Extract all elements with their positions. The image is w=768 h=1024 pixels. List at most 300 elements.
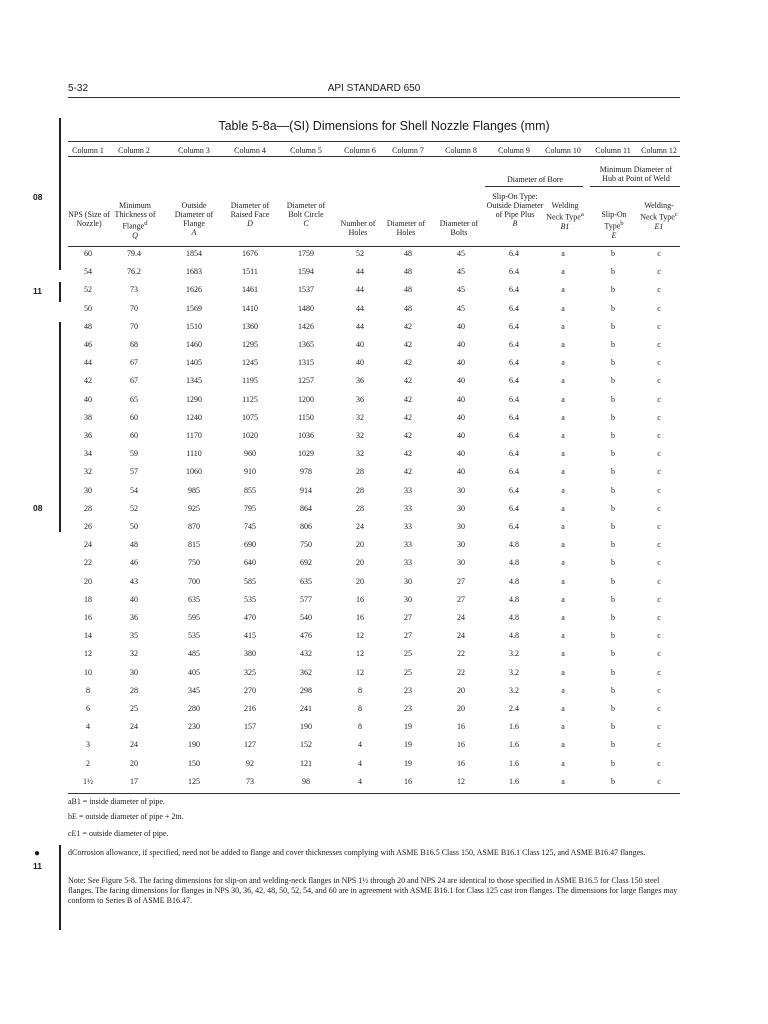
table-cell: 6.4 [509, 358, 519, 368]
table-cell: 30 [457, 522, 465, 531]
table-cell: 24 [130, 722, 138, 732]
table-cell: 17 [130, 776, 138, 786]
column-header: Column 9 [498, 146, 530, 155]
table-cell: 40 [457, 467, 465, 477]
table-cell: c [657, 249, 661, 258]
table-cell: a [561, 249, 565, 258]
table-cell: a [561, 740, 565, 750]
table-cell: 1125 [242, 394, 258, 404]
table-cell: 23 [404, 685, 412, 695]
table-cell: c [657, 540, 661, 550]
table-cell: a [561, 649, 565, 659]
table-cell: 20 [356, 558, 364, 568]
table-cell: 6.4 [509, 503, 519, 513]
table-cell: 32 [356, 412, 364, 422]
table-cell: b [611, 249, 615, 258]
table-cell: 22 [457, 667, 465, 677]
table-cell: 700 [188, 576, 200, 586]
table-cell: 20 [457, 685, 465, 695]
table-cell: b [611, 467, 615, 477]
margin-label: 11 [33, 286, 42, 296]
table-cell: 864 [300, 503, 312, 513]
table-cell: 1.6 [509, 776, 519, 786]
table-cell: 22 [84, 558, 92, 568]
table-cell: 52 [84, 285, 92, 295]
table-cell: 1½ [83, 776, 93, 786]
table-cell: 50 [130, 522, 138, 531]
column-header: Column 8 [445, 146, 477, 155]
footnote-c: cE1 = outside diameter of pipe. [68, 829, 169, 838]
table-cell: a [561, 758, 565, 768]
table-cell: 1405 [186, 358, 202, 368]
table-cell: 1029 [298, 449, 314, 459]
table-cell: c [657, 558, 661, 568]
table-cell: b [611, 704, 615, 713]
table-row [0, 247, 768, 261]
table-cell: 157 [244, 722, 256, 732]
table-cell: 73 [246, 776, 254, 786]
table-cell: b [611, 576, 615, 586]
table-cell: 595 [188, 613, 200, 622]
table-cell: 30 [130, 667, 138, 677]
table-cell: 362 [300, 667, 312, 677]
table-row [0, 411, 768, 425]
table-cell: 1759 [298, 249, 314, 258]
table-cell: 1537 [298, 285, 314, 295]
table-cell: 12 [457, 776, 465, 786]
table-cell: 40 [356, 340, 364, 349]
table-cell: 16 [457, 758, 465, 768]
table-cell: 960 [244, 449, 256, 459]
table-cell: 10 [84, 667, 92, 677]
table-cell: 27 [457, 594, 465, 604]
table-cell: 3 [86, 740, 90, 750]
table-cell: a [561, 467, 565, 477]
table-row [0, 666, 768, 680]
column-header: Column 1 [72, 146, 104, 155]
subheader-diameter-holes: Diameter of Holes [386, 219, 426, 237]
table-cell: 190 [188, 740, 200, 750]
table-cell: 44 [356, 267, 364, 277]
table-cell: a [561, 522, 565, 531]
table-cell: 6 [86, 704, 90, 713]
table-row [0, 465, 768, 479]
table-cell: c [657, 376, 661, 386]
table-cell: a [561, 485, 565, 495]
table-cell: 4.8 [509, 558, 519, 568]
table-cell: 48 [84, 321, 92, 331]
page-number: 5-32 [68, 83, 89, 94]
table-cell: 60 [130, 431, 138, 440]
column-header: Column 5 [290, 146, 322, 155]
table-cell: 33 [404, 503, 412, 513]
table-cell: c [657, 704, 661, 713]
table-cell: 1410 [242, 303, 258, 313]
table-cell: 4 [358, 758, 362, 768]
table-cell: b [611, 758, 615, 768]
table-cell: 79.4 [127, 249, 141, 258]
table-cell: 1.6 [509, 722, 519, 732]
table-cell: 32 [356, 431, 364, 440]
table-cell: 36 [84, 431, 92, 440]
table-cell: 33 [404, 540, 412, 550]
table-cell: c [657, 358, 661, 368]
table-cell: 30 [457, 485, 465, 495]
table-cell: 40 [457, 394, 465, 404]
table-cell: 1.6 [509, 758, 519, 768]
table-cell: 6.4 [509, 267, 519, 277]
bore-group-header: Diameter of Bore [507, 175, 563, 184]
table-row [0, 684, 768, 698]
table-cell: 8 [86, 685, 90, 695]
table-cell: 540 [300, 613, 312, 622]
margin-label: 08 [33, 503, 43, 513]
margin-label: 08 [33, 192, 43, 202]
table-cell: c [657, 267, 661, 277]
table-row [0, 593, 768, 607]
table-cell: 692 [300, 558, 312, 568]
table-cell: 815 [188, 540, 200, 550]
table-cell: 6.4 [509, 340, 519, 349]
table-row [0, 611, 768, 625]
table-cell: 914 [300, 485, 312, 495]
table-cell: 24 [457, 613, 465, 622]
subheader-diameter-bolts: Diameter of Bolts [439, 219, 479, 237]
table-cell: 28 [84, 503, 92, 513]
table-cell: a [561, 722, 565, 732]
table-cell: a [561, 594, 565, 604]
table-cell: 16 [356, 613, 364, 622]
table-cell: 33 [404, 485, 412, 495]
table-cell: b [611, 740, 615, 750]
table-cell: c [657, 340, 661, 349]
table-cell: 12 [356, 631, 364, 641]
table-cell: c [657, 576, 661, 586]
table-cell: 125 [188, 776, 200, 786]
table-cell: 4 [358, 776, 362, 786]
subheader-thickness: Minimum Thickness of Flange$^d$ Q [114, 201, 156, 240]
table-cell: 20 [457, 704, 465, 713]
table-cell: c [657, 394, 661, 404]
table-row [0, 302, 768, 316]
table-cell: 2 [86, 758, 90, 768]
table-cell: 40 [84, 394, 92, 404]
table-cell: 1569 [186, 303, 202, 313]
table-cell: 127 [244, 740, 256, 750]
table-cell: 40 [457, 431, 465, 440]
table-cell: 30 [457, 540, 465, 550]
table-cell: 1426 [298, 321, 314, 331]
table-cell: b [611, 285, 615, 295]
table-cell: 32 [356, 449, 364, 459]
table-row [0, 556, 768, 570]
column-header: Column 2 [118, 146, 150, 155]
table-cell: 40 [457, 449, 465, 459]
table-row [0, 775, 768, 789]
table-cell: 1480 [298, 303, 314, 313]
table-cell: 8 [358, 685, 362, 695]
table-cell: 1036 [298, 431, 314, 440]
margin-label: 11 [33, 861, 42, 871]
table-cell: c [657, 776, 661, 786]
table-cell: 241 [300, 704, 312, 713]
table-cell: b [611, 503, 615, 513]
table-cell: 54 [130, 485, 138, 495]
table-row [0, 356, 768, 370]
subheader-slip-on-bore: Slip-On Type: Outside Diameter of Pipe Plus B [486, 192, 544, 228]
table-cell: 1110 [186, 449, 202, 459]
table-cell: 1676 [242, 249, 258, 258]
table-cell: 470 [244, 613, 256, 622]
table-cell: 535 [244, 594, 256, 604]
table-cell: 26 [84, 522, 92, 531]
footnote-a: aB1 = inside diameter of pipe. [68, 797, 165, 806]
table-cell: 745 [244, 522, 256, 531]
table-cell: 59 [130, 449, 138, 459]
table-note: Note: See Figure 5-8. The facing dimensions for slip-on and welding-neck flanges in NPS 1½ through 20 and NPS 24 are identical to those specified in ASME B16.5 for Class 150 steel flanges. The facing dimensions for flanges in NPS 30, 36, 42, 48, 50, 52, 54, and 60 are in agreement with ASME B16.1 for Class 125 cast iron flanges. The dimensions for large flanges may conform to Series B of ASME B16.47. [68, 876, 678, 905]
table-cell: 6.4 [509, 249, 519, 258]
table-row [0, 374, 768, 388]
table-cell: 42 [404, 376, 412, 386]
table-cell: 12 [356, 649, 364, 659]
table-cell: 216 [244, 704, 256, 713]
table-cell: 1020 [242, 431, 258, 440]
table-cell: 6.4 [509, 285, 519, 295]
table-cell: 44 [84, 358, 92, 368]
table-cell: c [657, 522, 661, 531]
table-cell: 40 [457, 321, 465, 331]
table-cell: 32 [84, 467, 92, 477]
table-cell: 6.4 [509, 376, 519, 386]
table-cell: c [657, 667, 661, 677]
table-cell: 36 [356, 376, 364, 386]
table-cell: b [611, 631, 615, 641]
table-cell: 3.2 [509, 667, 519, 677]
table-cell: 230 [188, 722, 200, 732]
table-cell: c [657, 467, 661, 477]
table-cell: b [611, 776, 615, 786]
table-cell: 30 [457, 503, 465, 513]
table-cell: 70 [130, 303, 138, 313]
table-cell: b [611, 321, 615, 331]
table-cell: 20 [130, 758, 138, 768]
table-cell: 20 [84, 576, 92, 586]
table-cell: 22 [457, 649, 465, 659]
table-cell: 795 [244, 503, 256, 513]
table-cell: c [657, 649, 661, 659]
table-row [0, 320, 768, 334]
subheader-welding-neck-bore: Welding Neck Type$^a$ B1 [546, 201, 584, 231]
table-cell: 1200 [298, 394, 314, 404]
table-cell: 910 [244, 467, 256, 477]
table-row [0, 338, 768, 352]
table-cell: a [561, 576, 565, 586]
table-cell: 27 [404, 631, 412, 641]
table-cell: 20 [356, 576, 364, 586]
table-cell: 3.2 [509, 685, 519, 695]
table-cell: 23 [404, 704, 412, 713]
table-cell: 978 [300, 467, 312, 477]
table-cell: 1295 [242, 340, 258, 349]
running-header [68, 83, 680, 98]
table-cell: 1360 [242, 321, 258, 331]
table-row [0, 283, 768, 297]
table-cell: 28 [356, 503, 364, 513]
table-cell: a [561, 503, 565, 513]
table-cell: b [611, 558, 615, 568]
table-cell: 6.4 [509, 394, 519, 404]
column-header: Column 6 [344, 146, 376, 155]
table-cell: 6.4 [509, 303, 519, 313]
table-cell: 30 [404, 576, 412, 586]
table-cell: a [561, 394, 565, 404]
table-cell: b [611, 394, 615, 404]
table-cell: 40 [457, 340, 465, 349]
table-cell: 50 [84, 303, 92, 313]
table-row [0, 702, 768, 716]
table-cell: 485 [188, 649, 200, 659]
table-cell: 432 [300, 649, 312, 659]
table-cell: 25 [404, 667, 412, 677]
table-cell: b [611, 522, 615, 531]
table-cell: 20 [356, 540, 364, 550]
table-cell: b [611, 485, 615, 495]
table-cell: 40 [356, 358, 364, 368]
table-cell: b [611, 358, 615, 368]
table-cell: 42 [404, 394, 412, 404]
table-cell: 45 [457, 249, 465, 258]
table-row [0, 429, 768, 443]
table-cell: a [561, 285, 565, 295]
subheader-welding-neck-hub: Welding-Neck Type$^c$ E1 [640, 201, 678, 231]
table-cell: 345 [188, 685, 200, 695]
table-cell: 298 [300, 685, 312, 695]
table-cell: 43 [130, 576, 138, 586]
table-cell: 45 [457, 267, 465, 277]
table-row [0, 738, 768, 752]
change-bar [59, 845, 61, 930]
table-cell: 48 [130, 540, 138, 550]
table-cell: c [657, 685, 661, 695]
table-cell: 30 [84, 485, 92, 495]
subheader-raised-face: Diameter of Raised Face D [230, 201, 270, 228]
table-cell: 28 [356, 467, 364, 477]
table-row [0, 757, 768, 771]
table-cell: a [561, 667, 565, 677]
table-cell: 44 [356, 321, 364, 331]
table-cell: 577 [300, 594, 312, 604]
table-cell: 6.4 [509, 321, 519, 331]
table-cell: 635 [300, 576, 312, 586]
table-cell: 4.8 [509, 540, 519, 550]
table-cell: 16 [356, 594, 364, 604]
table-cell: 1594 [298, 267, 314, 277]
table-cell: 635 [188, 594, 200, 604]
table-cell: 60 [84, 249, 92, 258]
table-cell: 32 [130, 649, 138, 659]
table-cell: 28 [130, 685, 138, 695]
table-cell: 24 [457, 631, 465, 641]
table-cell: 40 [457, 358, 465, 368]
table-cell: 8 [358, 704, 362, 713]
table-cell: 34 [84, 449, 92, 459]
table-cell: 1290 [186, 394, 202, 404]
table-cell: 42 [404, 340, 412, 349]
table-cell: 48 [404, 303, 412, 313]
table-cell: 1854 [186, 249, 202, 258]
footnote-b: bE = outside diameter of pipe + 2tn. [68, 812, 184, 821]
table-cell: a [561, 776, 565, 786]
table-cell: 4.8 [509, 594, 519, 604]
column-header-rule [68, 156, 680, 157]
table-cell: a [561, 449, 565, 459]
column-header: Column 3 [178, 146, 210, 155]
table-cell: b [611, 431, 615, 440]
table-cell: 65 [130, 394, 138, 404]
table-row [0, 393, 768, 407]
table-cell: 42 [84, 376, 92, 386]
table-cell: 52 [130, 503, 138, 513]
table-cell: 45 [457, 303, 465, 313]
table-cell: c [657, 449, 661, 459]
hub-group-header: Minimum Diameter of Hub at Point of Weld [599, 165, 673, 183]
table-cell: 1626 [186, 285, 202, 295]
table-cell: 1510 [186, 321, 202, 331]
table-cell: a [561, 340, 565, 349]
table-cell: c [657, 594, 661, 604]
table-top-rule [68, 141, 680, 142]
table-cell: 325 [244, 667, 256, 677]
table-cell: 18 [84, 594, 92, 604]
table-cell: 405 [188, 667, 200, 677]
table-cell: 6.4 [509, 412, 519, 422]
hub-group-rule [590, 186, 680, 187]
table-cell: 4.8 [509, 576, 519, 586]
table-cell: c [657, 303, 661, 313]
bullet-icon: ● [34, 848, 41, 859]
table-cell: 12 [84, 649, 92, 659]
table-cell: 1060 [186, 467, 202, 477]
table-cell: c [657, 431, 661, 440]
table-cell: 16 [84, 613, 92, 622]
table-cell: 67 [130, 376, 138, 386]
table-cell: 270 [244, 685, 256, 695]
table-row [0, 520, 768, 534]
table-cell: 73 [130, 285, 138, 295]
table-cell: c [657, 321, 661, 331]
table-cell: 1195 [242, 376, 258, 386]
table-cell: 476 [300, 631, 312, 641]
table-cell: 6.4 [509, 467, 519, 477]
table-row [0, 538, 768, 552]
table-cell: 19 [404, 758, 412, 768]
table-cell: 16 [457, 740, 465, 750]
subheader-outside-diameter: Outside Diameter of Flange A [174, 201, 214, 237]
table-cell: 46 [84, 340, 92, 349]
subheader-slip-on-hub: Slip-On Type$^b$ E [601, 210, 627, 240]
table-cell: 1257 [298, 376, 314, 386]
table-cell: 42 [404, 412, 412, 422]
table-cell: 16 [404, 776, 412, 786]
table-cell: 52 [356, 249, 364, 258]
table-cell: c [657, 631, 661, 641]
table-cell: 8 [358, 722, 362, 732]
table-cell: 70 [130, 321, 138, 331]
table-cell: 30 [457, 558, 465, 568]
table-cell: b [611, 649, 615, 659]
table-cell: 121 [300, 758, 312, 768]
table-cell: 57 [130, 467, 138, 477]
